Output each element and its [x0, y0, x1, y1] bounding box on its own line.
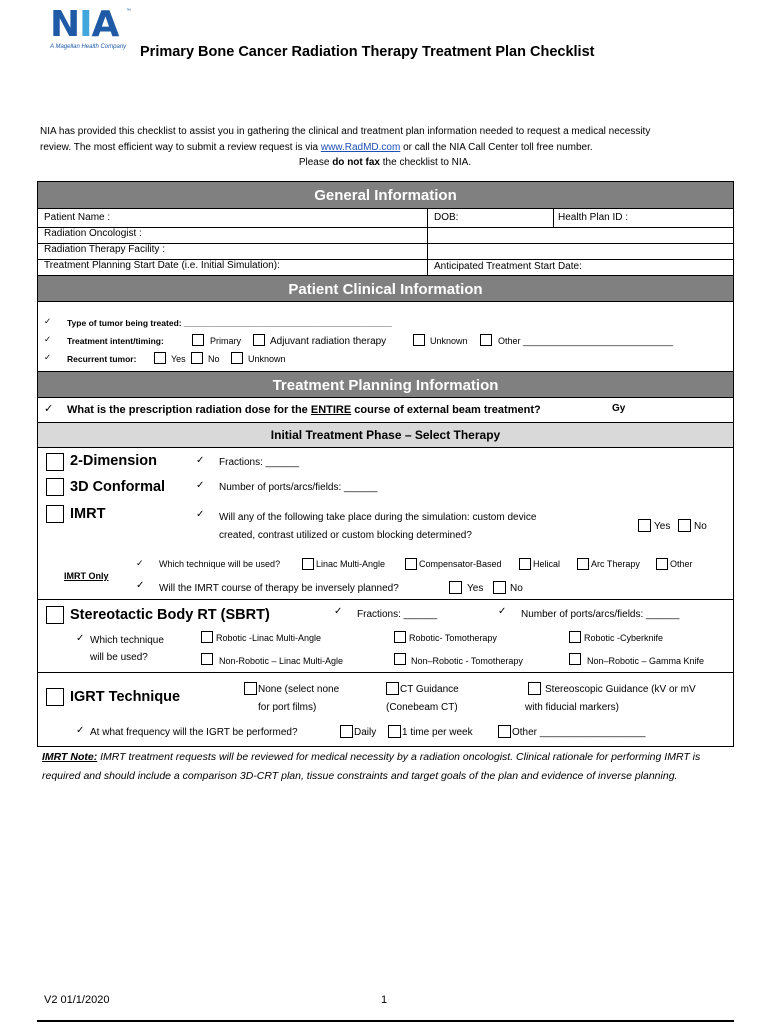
check-icon: ✓	[76, 633, 85, 644]
recurrent-yes-label: Yes	[171, 354, 186, 364]
check-icon: ✓	[44, 316, 52, 326]
sbrt-label: Stereotactic Body RT (SBRT)	[70, 607, 270, 623]
logo-trademark: ™	[126, 8, 131, 14]
imrt-helical-checkbox[interactable]	[519, 558, 531, 570]
recurrent-yes-checkbox[interactable]	[154, 352, 166, 364]
nia-logo	[50, 6, 132, 54]
imrt-label: IMRT	[70, 506, 106, 522]
intro-text: NIA has provided this checklist to assist you in gathering the clinical and treatment plan information needed to request a medical necessity review. The most efficient way to submit a review request is via www.RadMD.com or call the NIA Call Center toll free number. Please do not fax the checklist to NIA.	[40, 126, 651, 168]
sbrt-nonrobotic-linac-label: Non-Robotic – Linac Multi-Agle	[219, 656, 344, 666]
sbrt-robotic-linac-label: Robotic -Linac Multi-Angle	[216, 633, 322, 643]
check-icon: ✓	[44, 334, 52, 344]
check-icon: ✓	[136, 580, 145, 591]
sbrt-nonrobotic-gamma-checkbox[interactable]	[569, 653, 581, 665]
imrt-technique-question: Which technique will be used?	[159, 559, 281, 569]
intent-label: Treatment intent/timing:	[67, 336, 164, 346]
sbrt-robotic-tomo-label: Robotic- Tomotherapy	[409, 633, 497, 643]
igrt-daily-label: Daily	[354, 727, 377, 738]
intent-unknown-label: Unknown	[430, 336, 468, 346]
conformal-label: 3D Conformal	[70, 479, 166, 495]
igrt-ct-sublabel: (Conebeam CT)	[386, 702, 458, 713]
imrt-inverse-question: Will the IMRT course of therapy be inversely planned?	[159, 583, 399, 594]
health-plan-id-label: Health Plan ID :	[558, 212, 629, 223]
sbrt-checkbox[interactable]	[46, 606, 64, 624]
sbrt-nonrobotic-tomo-label: Non–Robotic - Tomotherapy	[411, 656, 523, 666]
checklist-form	[37, 181, 734, 747]
recurrent-no-checkbox[interactable]	[191, 352, 203, 364]
imrt-linac-label: Linac Multi-Angle	[316, 559, 386, 569]
intent-primary-checkbox[interactable]	[192, 334, 204, 346]
igrt-other-label: Other ___________________	[512, 727, 646, 738]
intent-other-checkbox[interactable]	[480, 334, 492, 346]
imrt-simulation-question-1: Will any of the following take place during the simulation: custom device	[219, 512, 537, 523]
intent-unknown-checkbox[interactable]	[413, 334, 425, 346]
sbrt-robotic-cyberknife-checkbox[interactable]	[569, 631, 581, 643]
check-icon: ✓	[44, 403, 54, 415]
imrt-checkbox[interactable]	[46, 505, 64, 523]
page-title: Primary Bone Cancer Radiation Therapy Treatment Plan Checklist	[140, 44, 595, 60]
imrt-inverse-yes-label: Yes	[467, 583, 484, 594]
dose-unit: Gy	[612, 403, 626, 414]
logo-mark: NIA	[50, 4, 119, 45]
two-d-label: 2-Dimension	[70, 453, 158, 469]
imrt-inverse-no-checkbox[interactable]	[493, 581, 506, 594]
check-icon: ✓	[334, 606, 343, 617]
logo-subtitle: A Magellan Health Company	[50, 44, 127, 50]
imrt-only-label: IMRT Only	[64, 571, 109, 581]
igrt-ct-checkbox[interactable]	[386, 682, 399, 695]
imrt-linac-checkbox[interactable]	[302, 558, 314, 570]
check-icon: ✓	[44, 352, 52, 362]
facility-label: Radiation Therapy Facility :	[44, 244, 165, 255]
radmd-link[interactable]: www.RadMD.com	[320, 141, 401, 153]
sbrt-nonrobotic-gamma-label: Non–Robotic – Gamma Knife	[587, 656, 705, 666]
sbrt-nonrobotic-linac-checkbox[interactable]	[201, 653, 213, 665]
intent-adjuvant-label: Adjuvant radiation therapy	[270, 336, 387, 347]
dose-question: What is the prescription radiation dose for the ENTIRE course of external beam treatment?	[67, 404, 541, 416]
igrt-weekly-label: 1 time per week	[402, 727, 473, 738]
imrt-simulation-no-checkbox[interactable]	[678, 519, 691, 532]
sbrt-nonrobotic-tomo-checkbox[interactable]	[394, 653, 406, 665]
igrt-none-label: None (select none	[258, 684, 340, 695]
sbrt-robotic-tomo-checkbox[interactable]	[394, 631, 406, 643]
check-icon: ✓	[196, 509, 205, 520]
imrt-arc-checkbox[interactable]	[577, 558, 589, 570]
planning-start-label: Treatment Planning Start Date (i.e. Initial Simulation):	[44, 260, 280, 271]
imrt-inverse-yes-checkbox[interactable]	[449, 581, 462, 594]
imrt-simulation-yes-label: Yes	[654, 521, 671, 532]
igrt-frequency-question: At what frequency will the IGRT be performed?	[90, 727, 298, 738]
imrt-simulation-yes-checkbox[interactable]	[638, 519, 651, 532]
two-d-fractions: Fractions: ______	[219, 457, 300, 468]
imrt-other-checkbox[interactable]	[656, 558, 668, 570]
sbrt-robotic-cyberknife-label: Robotic -Cyberknife	[584, 633, 664, 643]
igrt-label: IGRT Technique	[70, 689, 181, 705]
igrt-checkbox[interactable]	[46, 688, 64, 706]
sbrt-robotic-linac-checkbox[interactable]	[201, 631, 213, 643]
igrt-other-checkbox[interactable]	[498, 725, 511, 738]
imrt-simulation-question-2: created, contrast utilized or custom blocking determined?	[219, 530, 472, 541]
check-icon: ✓	[136, 558, 144, 568]
page-number: 1	[381, 994, 388, 1006]
check-icon: ✓	[76, 725, 85, 736]
general-info-heading: General Information	[38, 182, 733, 209]
check-icon: ✓	[196, 480, 205, 491]
recurrent-label: Recurrent tumor:	[67, 354, 137, 364]
igrt-stereo-checkbox[interactable]	[528, 682, 541, 695]
oncologist-label: Radiation Oncologist :	[44, 228, 142, 239]
sbrt-fractions: Fractions: ______	[357, 609, 438, 620]
imrt-helical-label: Helical	[533, 559, 561, 569]
imrt-inverse-no-label: No	[510, 583, 523, 594]
imrt-compensator-label: Compensator-Based	[419, 559, 502, 569]
recurrent-no-label: No	[208, 354, 220, 364]
planning-info-heading: Treatment Planning Information	[38, 371, 733, 398]
sbrt-technique-question-1: Which technique	[90, 635, 164, 646]
dob-label: DOB:	[434, 212, 459, 223]
anticipated-start-label: Anticipated Treatment Start Date:	[434, 261, 582, 272]
check-icon: ✓	[196, 455, 205, 466]
imrt-other-label: Other	[670, 559, 693, 569]
clinical-info-heading: Patient Clinical Information	[38, 275, 733, 302]
check-icon: ✓	[498, 606, 507, 617]
intent-adjuvant-checkbox[interactable]	[253, 334, 265, 346]
conformal-ports: Number of ports/arcs/fields: ______	[219, 482, 378, 493]
conformal-checkbox[interactable]	[46, 478, 64, 496]
imrt-compensator-checkbox[interactable]	[405, 558, 417, 570]
sbrt-ports: Number of ports/arcs/fields: ______	[521, 609, 680, 620]
imrt-arc-label: Arc Therapy	[591, 559, 640, 569]
igrt-none-checkbox[interactable]	[244, 682, 257, 695]
igrt-stereo-label: Stereoscopic Guidance (kV or mV	[545, 684, 696, 695]
initial-phase-heading: Initial Treatment Phase – Select Therapy	[38, 422, 733, 448]
patient-name-label: Patient Name :	[44, 212, 111, 223]
version-label: V2 01/1/2020	[44, 994, 110, 1006]
igrt-weekly-checkbox[interactable]	[388, 725, 401, 738]
igrt-none-sublabel: for port films)	[258, 702, 317, 713]
intent-primary-label: Primary	[210, 336, 241, 346]
sbrt-technique-question-2: will be used?	[90, 652, 148, 663]
footer-rule	[37, 1020, 734, 1022]
igrt-stereo-sublabel: with fiducial markers)	[525, 702, 619, 713]
igrt-daily-checkbox[interactable]	[340, 725, 353, 738]
two-d-checkbox[interactable]	[46, 453, 64, 471]
intent-other-label: Other ______________________________	[498, 336, 674, 346]
tumor-type-question: Type of tumor being treated: ____________________________________________	[67, 318, 392, 328]
igrt-ct-label: CT Guidance	[400, 684, 459, 695]
recurrent-unknown-label: Unknown	[248, 354, 286, 364]
imrt-simulation-no-label: No	[694, 521, 707, 532]
imrt-note: IMRT Note: IMRT treatment requests will be reviewed for medical necessity by a radiation oncologist. Clinical rationale for performing IMRT is required and should include a comparison 3D-CRT plan, tissue constraints and target goals of the plan and evidence of inverse planning.	[42, 751, 701, 782]
recurrent-unknown-checkbox[interactable]	[231, 352, 243, 364]
